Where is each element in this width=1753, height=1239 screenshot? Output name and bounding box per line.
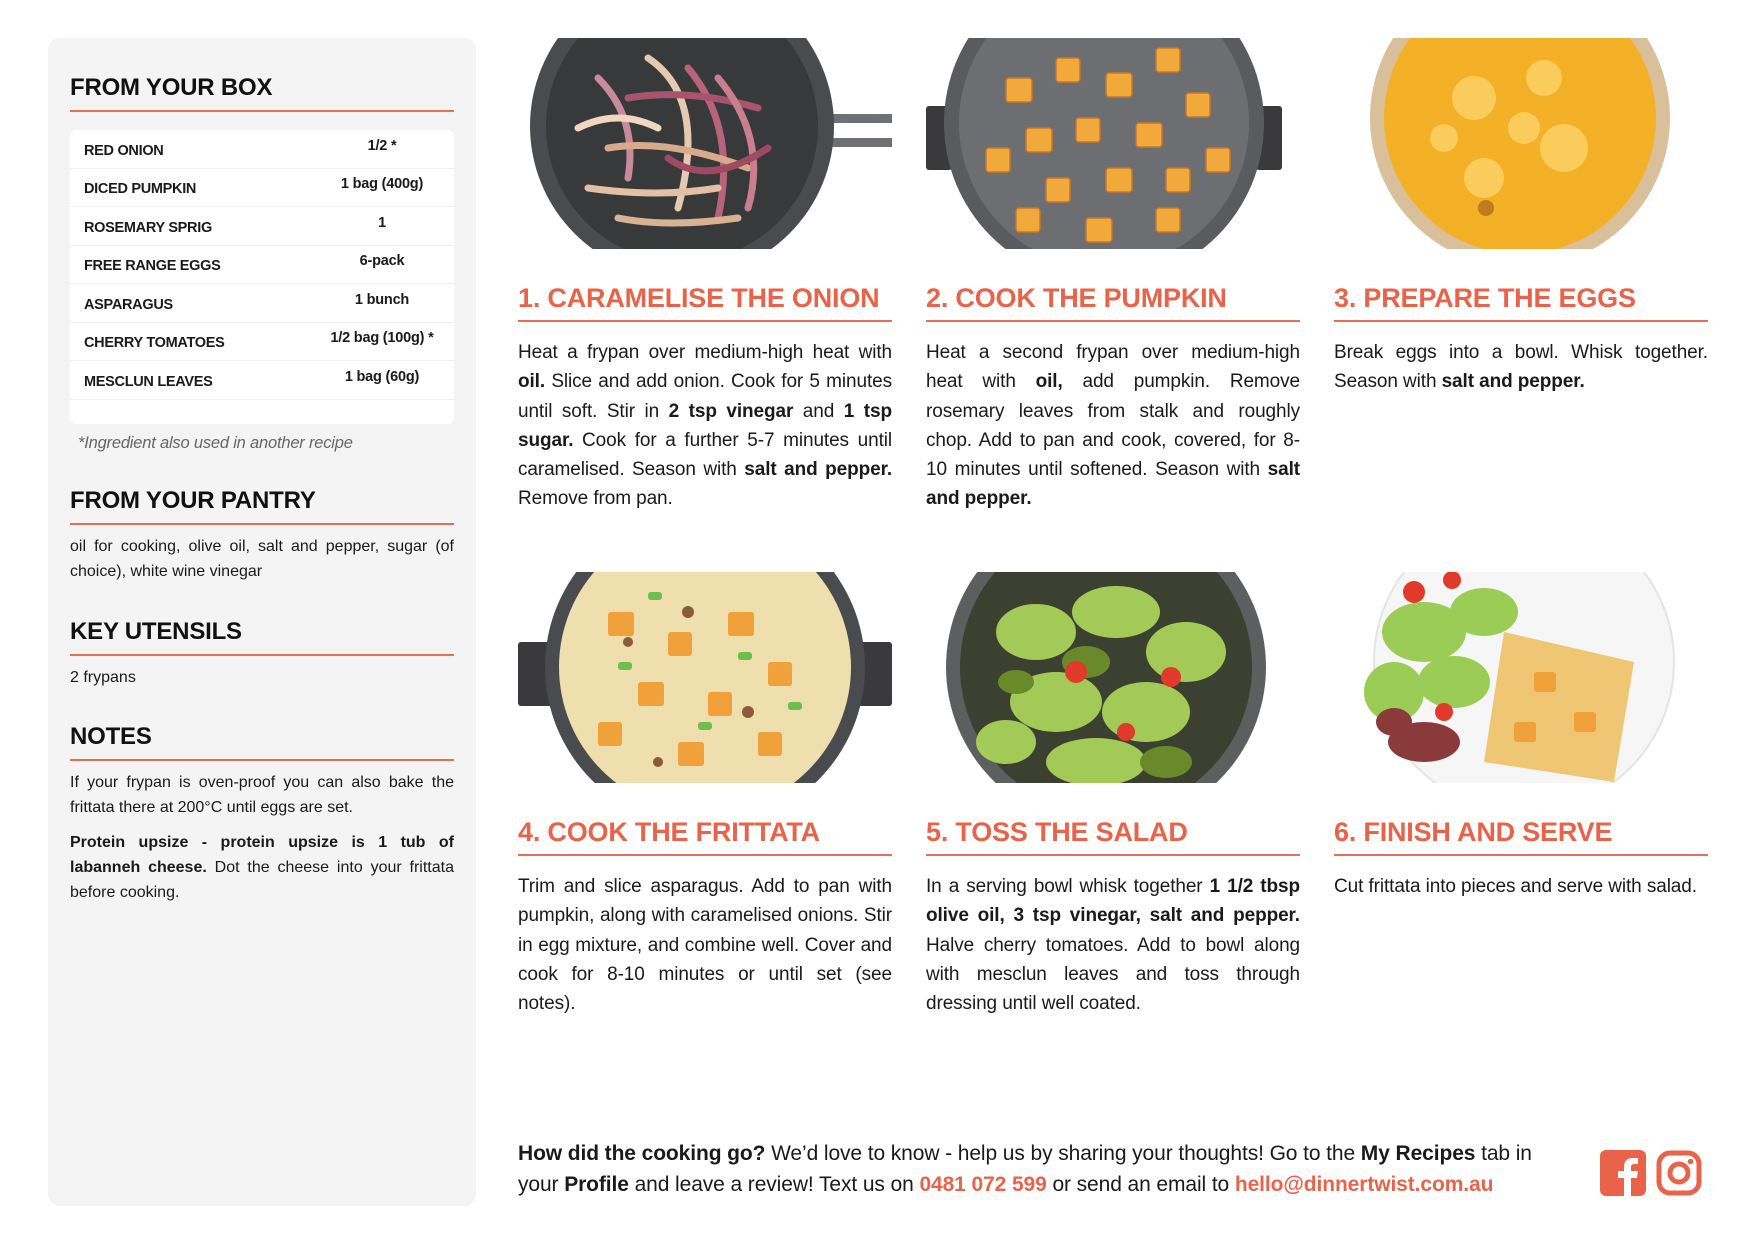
step-text-part: In a serving bowl whisk together	[926, 876, 1210, 897]
ingredient-row	[70, 284, 454, 323]
step-4-text	[518, 872, 892, 1018]
from-your-box-heading: FROM YOUR BOX	[70, 74, 454, 112]
note-protein-rest: Dot the cheese into your frittata before cooking.	[70, 858, 454, 901]
ingredient-name: DICED PUMPKIN	[84, 181, 197, 198]
step-4-title: 4. COOK THE FRITTATA	[518, 817, 892, 856]
my-recipes-link[interactable]: My Recipes	[1360, 1142, 1476, 1165]
step-2-text	[926, 338, 1300, 514]
step-text-part: Break eggs into a bowl. Whisk together. Season with	[1334, 342, 1708, 393]
step-text-part: Trim and slice asparagus. Add to pan with pumpkin, along with caramelised onions. Stir in egg mixture, and combine well. Cover and cook for 8-10 minutes or until set (see notes).	[518, 876, 892, 1015]
step-text-bold: salt and pepper.	[744, 459, 892, 481]
ingredient-name: ROSEMARY SPRIG	[84, 219, 212, 236]
ingredient-qty: 1/2 *	[367, 137, 397, 154]
step-text-part: Cut frittata into pieces and serve with salad.	[1334, 876, 1697, 897]
step-5	[926, 572, 1300, 1018]
step-3	[1334, 38, 1708, 397]
step-6-image	[1334, 572, 1708, 783]
step-3-title: 3. PREPARE THE EGGS	[1334, 283, 1708, 322]
step-6-title: 6. FINISH AND SERVE	[1334, 817, 1708, 856]
ingredient-name: RED ONION	[84, 142, 164, 159]
step-3-text	[1334, 338, 1708, 397]
ingredients-sidebar	[48, 38, 476, 1206]
footnote: *Ingredient also used in another recipe	[78, 433, 353, 452]
notes-heading: NOTES	[70, 723, 454, 761]
step-5-text	[926, 872, 1300, 1018]
step-6	[1334, 572, 1708, 901]
notes-content	[70, 761, 454, 905]
ingredient-name: CHERRY TOMATOES	[84, 335, 225, 352]
salad-bowl-image	[926, 572, 1300, 783]
step-5-image	[926, 572, 1300, 783]
from-your-pantry-heading: FROM YOUR PANTRY	[70, 487, 454, 525]
step-text-part: and	[793, 400, 844, 422]
footer-question: How did the cooking go?	[518, 1142, 766, 1165]
step-text-bold: oil.	[518, 371, 546, 393]
ingredient-qty: 1/2 bag (100g) *	[330, 330, 434, 347]
step-2-image	[926, 38, 1300, 249]
step-text-part: Remove from pan.	[518, 488, 673, 510]
step-5-title: 5. TOSS THE SALAD	[926, 817, 1300, 856]
plated-frittata-image	[1334, 572, 1708, 783]
phone-link[interactable]: 0481 072 599	[919, 1173, 1047, 1196]
step-1-text	[518, 338, 892, 514]
ingredient-qty: 1 bunch	[354, 291, 410, 308]
pumpkin-pan-image	[926, 38, 1300, 249]
step-text-bold: oil,	[1035, 371, 1063, 393]
step-text-bold: 1 tsp sugar.	[518, 400, 892, 451]
step-text-part: Halve cherry tomatoes. Add to bowl along with mesclun leaves and toss through dressing until well coated.	[926, 934, 1300, 1015]
ingredient-row	[70, 130, 454, 169]
ingredient-name: ASPARAGUS	[84, 296, 173, 313]
pan-base	[546, 38, 818, 249]
footer-text: and leave a review! Text us on	[628, 1173, 920, 1196]
ingredients-table	[70, 130, 454, 424]
ingredient-row	[70, 323, 454, 362]
step-text-part: Heat a second frypan over medium-high heat with	[926, 342, 1300, 393]
email-link[interactable]: hello@dinnertwist.com.au	[1234, 1173, 1494, 1196]
footer-text: We’d love to know - help us by sharing your thoughts! Go to the	[765, 1142, 1361, 1165]
note-protein-upsize	[70, 830, 454, 905]
step-2-title: 2. COOK THE PUMPKIN	[926, 283, 1300, 322]
ingredient-qty: 6-pack	[359, 253, 405, 270]
step-text-part: Slice and add onion. Cook for 5 minutes until soft. Stir in	[518, 371, 892, 422]
feedback-footer	[518, 1138, 1568, 1200]
step-text-bold: salt and pepper.	[926, 459, 1300, 510]
ingredient-name: MESCLUN LEAVES	[84, 373, 213, 390]
onion-pan-image	[518, 38, 892, 249]
profile-link[interactable]: Profile	[564, 1173, 629, 1196]
frittata	[559, 572, 851, 783]
step-2	[926, 38, 1300, 514]
utensils-text: 2 frypans	[70, 668, 136, 686]
step-1-title: 1. CARAMELISE THE ONION	[518, 283, 892, 322]
step-4-image	[518, 572, 892, 783]
ingredient-row	[70, 207, 454, 246]
step-text-part: add pumpkin. Remove rosemary leaves from stalk and roughly chop. Add to pan and cook, covered, for 8-10 minutes until softened. Season with	[926, 371, 1300, 481]
instagram-icon[interactable]	[1656, 1150, 1702, 1196]
step-text-part: Cook for a further 5-7 minutes until caramelised. Season with	[518, 429, 892, 481]
ingredient-name: FREE RANGE EGGS	[84, 258, 221, 275]
step-4	[518, 572, 892, 1018]
ingredient-row	[70, 246, 454, 285]
footer-text: or send an email to	[1046, 1173, 1235, 1196]
ingredient-qty: 1 bag (400g)	[340, 176, 424, 193]
ingredient-qty: 1	[378, 214, 386, 231]
ingredient-qty: 1 bag (60g)	[344, 368, 420, 385]
step-text-bold: 2 tsp vinegar	[668, 400, 794, 422]
eggs-bowl-image	[1334, 38, 1708, 249]
facebook-icon[interactable]	[1600, 1150, 1646, 1196]
step-text-bold: 1 1/2 tbsp olive oil, 3 tsp vinegar, salt and pepper.	[926, 876, 1300, 927]
ingredient-row	[70, 361, 454, 400]
ingredient-row	[70, 169, 454, 208]
note-oven: If your frypan is oven-proof you can also bake the frittata there at 200°C until eggs are set.	[70, 773, 454, 816]
step-1	[518, 38, 892, 514]
frittata-pan-image	[518, 572, 892, 783]
step-3-image	[1334, 38, 1708, 249]
key-utensils-heading: KEY UTENSILS	[70, 618, 454, 656]
step-text-part: Heat a frypan over medium-high heat with	[518, 342, 892, 363]
step-1-image	[518, 38, 892, 249]
step-6-text	[1334, 872, 1708, 901]
footer-text: tab in your	[518, 1142, 1532, 1196]
pantry-text: oil for cooking, olive oil, salt and pepper, sugar (of choice), white wine vinegar	[70, 537, 454, 580]
note-protein-bold: Protein upsize - protein upsize is 1 tub of labanneh cheese.	[70, 833, 454, 876]
step-text-bold: salt and pepper.	[1441, 371, 1585, 393]
